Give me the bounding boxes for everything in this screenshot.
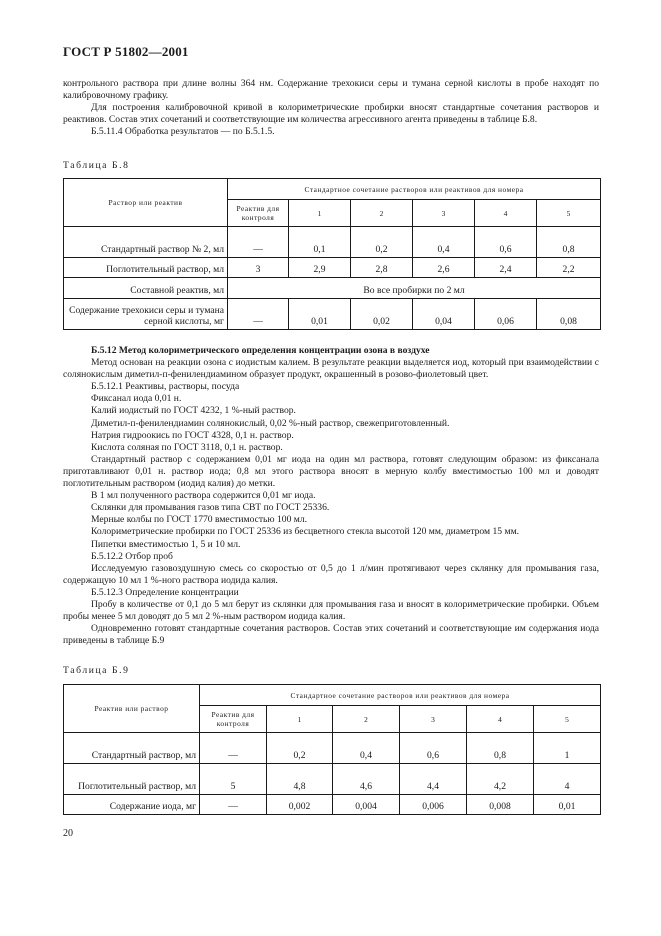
section-title: Б.5.12 Метод колориметрического определения концентрации озона в воздухе	[91, 345, 430, 356]
table-b8-caption: Таблица Б.8	[63, 160, 130, 171]
row-label: Поглотительный раствор, мл	[64, 258, 228, 278]
cell: 0,04	[413, 299, 475, 330]
intro-paragraph: контрольного раствора при длине волны 364 нм. Содержание трехокиси серы и тумана серной кислоты в пробе находят по калибровочному графику.	[63, 78, 599, 102]
cell: 4,2	[467, 764, 534, 795]
body-paragraph: Калий иодистый по ГОСТ 4232, 1 %-ный раствор.	[91, 405, 296, 417]
table-row	[64, 764, 601, 795]
cell: 0,1	[289, 227, 351, 258]
table-b8-num: 3	[413, 200, 475, 227]
cell: 0,4	[413, 227, 475, 258]
cell: 3	[228, 258, 289, 278]
table-b9	[63, 684, 601, 815]
cell: 2,8	[351, 258, 413, 278]
intro-paragraph: Для построения калибровочной кривой в колориметрические пробирки вносят стандартные сочетания растворов и реактивов. Состав этих сочетаний и соответствующие им количества агрессивного агента приведены в таблице Б.8.	[63, 102, 599, 126]
table-b8-num: 1	[289, 200, 351, 227]
table-b9-col-head: Реактив или раствор	[64, 685, 200, 733]
cell: 0,02	[351, 299, 413, 330]
body-paragraph: В 1 мл полученного раствора содержится 0,01 мг иода.	[91, 490, 316, 502]
cell: 4,8	[267, 764, 333, 795]
cell: —	[200, 795, 267, 815]
body-paragraph: Кислота соляная по ГОСТ 3118, 0,1 н. раствор.	[91, 441, 283, 453]
cell: 5	[200, 764, 267, 795]
row-label: Стандартный раствор, мл	[64, 733, 200, 764]
cell: 0,08	[537, 299, 601, 330]
cell: 0,006	[400, 795, 467, 815]
body-paragraph: Фиксанал иода 0,01 н.	[91, 393, 182, 405]
table-b9-num: 3	[400, 706, 467, 733]
table-b8	[63, 178, 601, 330]
body-paragraph: Б.5.12.2 Отбор проб	[91, 550, 173, 562]
body-paragraph: Пробу в количестве от 0,1 до 5 мл берут из склянки для промывания газа и вносят в колориметрические пробирки. Объем пробы менее 5 мл доводят до 5 мл 2 %-ным раствором иодида калия.	[63, 598, 599, 623]
cell: 0,01	[534, 795, 601, 815]
body-paragraph: Колориметрические пробирки по ГОСТ 25336 из бесцветного стекла высотой 120 мм, диаметром 15 мм.	[91, 526, 520, 538]
body-paragraph: Склянки для промывания газов типа СВТ по ГОСТ 25336.	[91, 502, 330, 514]
body-paragraph: Натрия гидроокись по ГОСТ 4328, 0,1 н. раствор.	[91, 429, 294, 441]
table-row	[64, 227, 601, 258]
intro-paragraph: Б.5.11.4 Обработка результатов — по Б.5.1.5.	[91, 126, 275, 138]
table-row	[64, 299, 601, 330]
table-b8-num: 5	[537, 200, 601, 227]
cell: 0,6	[475, 227, 537, 258]
cell: 0,06	[475, 299, 537, 330]
table-b9-num: 1	[267, 706, 333, 733]
cell: 1	[534, 733, 601, 764]
cell: 0,008	[467, 795, 534, 815]
row-label: Стандартный раствор № 2, мл	[64, 227, 228, 258]
cell: 0,6	[400, 733, 467, 764]
section-b512	[63, 345, 599, 647]
table-b8-control-head: Реактив для контроля	[228, 200, 289, 227]
cell: 0,4	[333, 733, 400, 764]
table-row	[64, 278, 601, 299]
document-header: ГОСТ Р 51802—2001	[63, 44, 189, 59]
cell: 0,002	[267, 795, 333, 815]
cell: —	[228, 299, 289, 330]
table-b8-num: 2	[351, 200, 413, 227]
table-b9-num: 2	[333, 706, 400, 733]
cell: 4,6	[333, 764, 400, 795]
cell: 0,2	[267, 733, 333, 764]
body-paragraph: Одновременно готовят стандартные сочетания растворов. Состав этих сочетаний и соответствующие им содержания иода приведены в таблице Б.9	[63, 623, 599, 647]
cell: 0,01	[289, 299, 351, 330]
cell: —	[228, 227, 289, 258]
body-paragraph: Б.5.12.3 Определение концентрации	[91, 586, 239, 598]
cell: 0,2	[351, 227, 413, 258]
body-paragraph: Мерные колбы по ГОСТ 1770 вместимостью 100 мл.	[91, 514, 308, 526]
cell: 0,8	[467, 733, 534, 764]
row-label: Содержание трехокиси серы и тумана серной кислоты, мг	[64, 299, 228, 330]
cell: —	[200, 733, 267, 764]
body-paragraph: Диметил-п-фенилендиамин солянокислый, 0,02 %-ный раствор, свежеприготовленный.	[91, 417, 450, 429]
table-b8-num: 4	[475, 200, 537, 227]
cell: 2,4	[475, 258, 537, 278]
table-b8-col-head: Раствор или реактив	[64, 179, 228, 227]
cell: 4,4	[400, 764, 467, 795]
table-row	[64, 795, 601, 815]
cell: 0,004	[333, 795, 400, 815]
body-paragraph: Исследуемую газовоздушную смесь со скоростью от 0,5 до 1 л/мин протягивают через склянку для промывания газа, содержащую 10 мл 1 %-ного раствора иодида калия.	[63, 562, 599, 586]
cell: 4	[534, 764, 601, 795]
table-b9-control-head: Реактив для контроля	[200, 706, 267, 733]
page-number: 20	[63, 828, 73, 839]
table-b9-group-head: Стандартное сочетание растворов или реактивов для номера	[200, 685, 601, 706]
body-paragraph: Пипетки вместимостью 1, 5 и 10 мл.	[91, 538, 241, 550]
table-row	[64, 258, 601, 278]
cell: 0,8	[537, 227, 601, 258]
body-paragraph: Б.5.12.1 Реактивы, растворы, посуда	[91, 381, 240, 393]
table-b9-caption: Таблица Б.9	[63, 665, 130, 676]
row-label: Содержание иода, мг	[64, 795, 200, 815]
cell: 2,2	[537, 258, 601, 278]
row-label: Составной реактив, мл	[64, 278, 228, 299]
intro-text	[63, 78, 599, 138]
table-b8-group-head: Стандартное сочетание растворов или реактивов для номера	[228, 179, 601, 200]
cell: 2,6	[413, 258, 475, 278]
table-row	[64, 733, 601, 764]
body-paragraph: Метод основан на реакции озона с иодистым калием. В результате реакции выделяется иод, который при взаимодействии с солянокислым диметил-п-фенилендиамином образует продукт, окрашенный в розово-фиолетовый цвет.	[63, 357, 599, 381]
table-b9-num: 4	[467, 706, 534, 733]
merged-cell: Во все пробирки по 2 мл	[228, 278, 601, 299]
body-paragraph: Стандартный раствор с содержанием 0,01 мг иода на один мл раствора, готовят следующим образом: из фиксанала приготавливают 0,01 н. раствор иода; 0,8 мл этого раствора вносят в мерную колбу вместимостью 100 мл и доводят поглотительным раствором (иодид калия) до метки.	[63, 453, 599, 490]
table-b9-num: 5	[534, 706, 601, 733]
row-label: Поглотительный раствор, мл	[64, 764, 200, 795]
cell: 2,9	[289, 258, 351, 278]
